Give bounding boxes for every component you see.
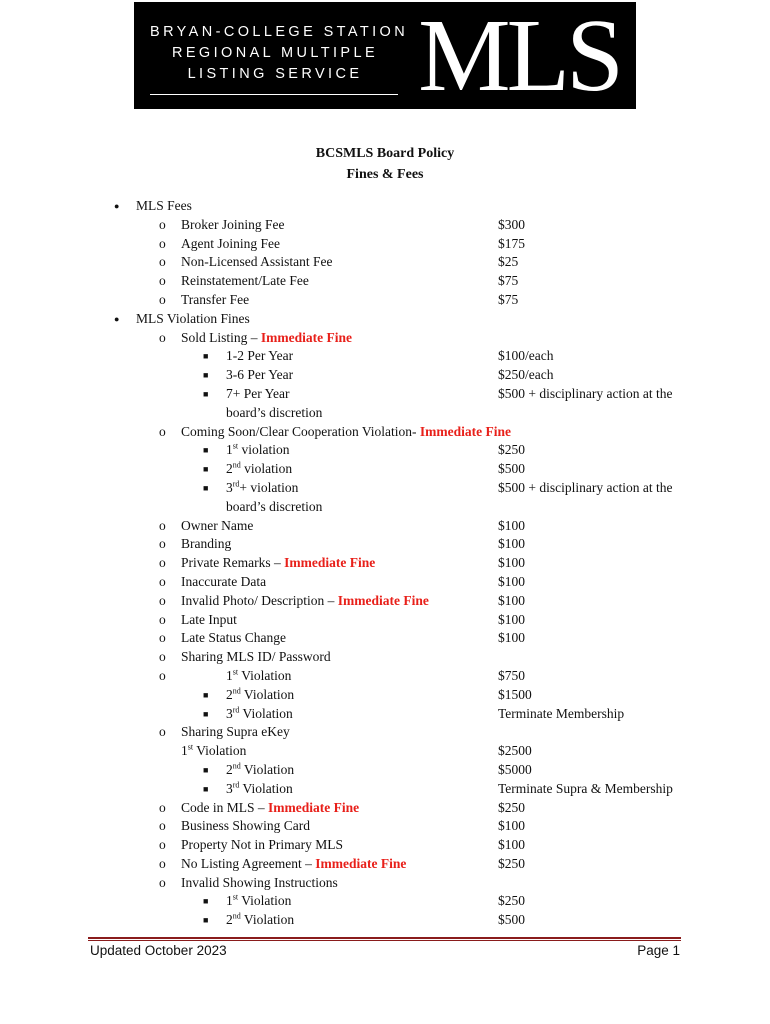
sub-amount: $500 + disciplinary action at the [498,479,673,495]
violation-row [0,554,770,573]
violation-amount: $100 [498,517,525,533]
sub-violation-row [0,347,770,366]
sub-label [226,761,294,780]
bullet-square-icon: ■ [203,370,209,381]
sub-amount: $100/each [498,348,554,364]
bullet-circle-icon: o [159,649,166,665]
violation-label [181,855,406,874]
violation-row [0,535,770,554]
ordinal-number: 2 [226,761,233,777]
violation-label: Owner Name [181,517,254,533]
bullet-circle-icon: o [159,573,166,589]
ordinal-suffix: st [232,667,239,677]
sub-amount: Terminate Supra & Membership [498,780,673,796]
sub-amount: $250 [498,442,525,458]
ordinal-text: violation [240,461,293,477]
fee-label: Reinstatement/Late Fee [181,273,309,289]
ordinal-text: violation [238,442,290,458]
bullet-square-icon: ■ [203,915,209,926]
title-line-2: Fines & Fees [346,167,424,182]
violation-label: Inaccurate Data [181,573,267,589]
sub-violation-row [0,460,770,479]
bullet-square-icon: ■ [203,445,209,456]
ordinal-suffix: nd [232,460,241,470]
logo-line: REGIONAL MULTIPLE [171,45,379,61]
document-title [0,143,770,185]
violation-amount: $100 [498,573,525,589]
bullet-circle-icon: o [159,329,166,345]
bullet-square-icon: ■ [203,482,209,493]
sub-amount: $750 [498,667,525,683]
bullet-square-icon: ■ [203,388,209,399]
sub-violation-row [0,667,770,686]
violation-label: Sharing MLS ID/ Password [181,649,331,665]
fee-row [0,291,770,310]
immediate-fine-tag: Immediate Fine [284,555,376,571]
violation-label [181,799,359,818]
sub-violation-row [0,911,770,930]
fee-amount: $175 [498,235,525,251]
sub-amount: $2500 [498,743,532,759]
logo-line: LISTING SERVICE [187,66,363,82]
footer-divider [88,940,681,941]
violation-text: No Listing Agreement – [181,855,316,871]
ordinal-number: 1 [181,743,188,759]
fee-row [0,235,770,254]
bullet-square-icon: ■ [203,689,209,700]
sub-violation-row [0,892,770,911]
ordinal-number: 1 [226,442,233,458]
logo-wordmark [150,22,409,85]
bullet-circle-icon: o [159,818,166,834]
violation-label: Late Status Change [181,630,286,646]
sub-label [226,667,291,686]
sub-violation-row [0,385,770,404]
violation-label: Branding [181,536,232,552]
section-heading: MLS Fees [136,198,192,213]
violation-row [0,723,770,742]
continuation-text: board’s discretion [226,404,323,420]
violation-label [181,329,352,348]
ordinal-number: 3 [226,705,233,721]
fee-row [0,253,770,272]
immediate-fine-tag: Immediate Fine [268,799,360,815]
ordinal-number: 2 [226,461,233,477]
ordinal-text: Violation [240,686,295,702]
sub-violation-row [0,742,770,761]
sub-violation-row [0,780,770,799]
violation-amount: $100 [498,592,525,608]
bullet-circle-icon: o [159,724,166,740]
bullet-circle-icon: o [159,423,166,439]
sub-amount: $500 [498,912,525,928]
ordinal-suffix: rd [232,780,240,790]
sub-violation-row [0,479,770,498]
ordinal-suffix: nd [232,911,241,921]
ordinal-number: 1 [226,893,233,909]
sub-label [226,780,293,799]
fee-label: Agent Joining Fee [181,235,280,251]
bullet-circle-icon: o [159,291,166,307]
violation-amount: $250 [498,855,525,871]
sub-label [226,460,292,479]
violation-row [0,573,770,592]
bullet-circle-icon: o [159,536,166,552]
sub-label: 3-6 Per Year [226,367,294,383]
sub-label [181,742,246,761]
logo-divider [150,94,398,95]
bullet-square-icon: ■ [203,764,209,775]
violation-label [181,592,429,611]
violation-text: Private Remarks – [181,555,285,571]
bullet-circle-icon: o [159,855,166,871]
sub-label: 7+ Per Year [226,385,290,401]
bullet-circle-icon: o [159,254,166,270]
sub-amount: $1500 [498,686,532,702]
section-heading: MLS Violation Fines [136,310,250,326]
ordinal-suffix: st [187,742,194,752]
violation-text: Sold Listing – [181,329,261,345]
ordinal-number: 3 [226,479,233,495]
ordinal-text: Violation [238,893,292,909]
ordinal-number: 1 [226,667,233,683]
fee-amount: $300 [498,216,525,232]
bullet-square-icon: ■ [203,351,209,362]
sub-violation-row [0,761,770,780]
sub-amount: Terminate Membership [498,705,625,721]
violation-label [181,554,375,573]
violation-label [181,423,511,442]
fee-list [0,197,770,930]
violation-amount: $100 [498,837,525,853]
sub-amount: $250 [498,893,525,909]
sub-label [226,911,294,930]
violation-label: Property Not in Primary MLS [181,837,343,853]
continuation-row [0,404,770,423]
violation-row [0,799,770,818]
violation-row [0,874,770,893]
sub-label [226,892,291,911]
ordinal-suffix: nd [232,686,241,696]
footer-divider [88,937,681,939]
sub-violation-row [0,686,770,705]
bullet-circle-icon: o [159,611,166,627]
sub-label [226,441,289,460]
immediate-fine-tag: Immediate Fine [260,329,352,345]
sub-violation-row [0,705,770,724]
bullet-disc-icon: ● [114,201,120,211]
mls-logo [134,2,636,109]
ordinal-text: Violation [240,761,295,777]
immediate-fine-tag: Immediate Fine [419,423,512,439]
fee-amount: $25 [498,254,519,270]
violation-amount: $100 [498,818,525,834]
bullet-circle-icon: o [159,216,166,232]
violation-amount: $100 [498,611,525,627]
sub-amount: $500 [498,461,525,477]
bullet-circle-icon: o [159,235,166,251]
continuation-row [0,498,770,517]
ordinal-suffix: nd [232,761,241,771]
fee-row [0,216,770,235]
title-line-1: BCSMLS Board Policy [315,146,455,161]
ordinal-suffix: st [232,441,239,451]
bullet-circle-icon: o [159,273,166,289]
ordinal-text: Violation [238,667,292,683]
violation-row [0,517,770,536]
bullet-circle-icon: o [159,837,166,853]
ordinal-text: Violation [193,743,247,759]
violation-label: Invalid Showing Instructions [181,874,338,890]
sub-label [226,686,294,705]
bullet-square-icon: ■ [203,896,209,907]
violation-row [0,629,770,648]
sub-violation-row [0,366,770,385]
violation-row [0,329,770,348]
logo-line: BRYAN-COLLEGE STATION [150,24,409,40]
bullet-square-icon: ■ [203,464,209,475]
sub-amount: $500 + disciplinary action at the [498,385,673,401]
fee-label: Broker Joining Fee [181,216,285,232]
ordinal-suffix: rd [232,479,240,489]
ordinal-suffix: rd [232,705,240,715]
violation-row [0,817,770,836]
continuation-text: board’s discretion [226,498,323,514]
violation-row [0,648,770,667]
bullet-circle-icon: o [159,630,166,646]
violation-row [0,592,770,611]
bullet-square-icon: ■ [203,783,209,794]
ordinal-number: 3 [226,780,233,796]
sub-amount: $250/each [498,367,554,383]
violation-amount: $100 [498,555,525,571]
ordinal-number: 2 [226,912,233,928]
fee-label: Non-Licensed Assistant Fee [181,254,333,270]
bullet-circle-icon: o [159,874,166,890]
fee-amount: $75 [498,291,519,307]
fee-label: Transfer Fee [181,291,250,307]
violation-row [0,611,770,630]
bullet-circle-icon: o [159,799,166,815]
violation-amount: $100 [498,536,525,552]
immediate-fine-tag: Immediate Fine [315,855,407,871]
sub-label [226,705,293,724]
ordinal-text: Violation [240,912,295,928]
bullet-circle-icon: o [159,517,166,533]
footer-updated-date: Updated October 2023 [90,943,227,958]
violation-row [0,836,770,855]
fee-amount: $75 [498,273,519,289]
sub-amount: $5000 [498,761,532,777]
violation-text: Code in MLS – [181,799,269,815]
bullet-circle-icon: o [159,592,166,608]
ordinal-number: 2 [226,686,233,702]
bullet-disc-icon: ● [114,313,120,324]
violation-row [0,423,770,442]
ordinal-text: + violation [239,479,299,495]
violation-label: Sharing Supra eKey [181,724,290,740]
ordinal-text: Violation [239,705,293,721]
section-mls-fees [0,197,770,216]
violation-amount: $250 [498,799,525,815]
violation-amount: $100 [498,630,525,646]
violation-label: Business Showing Card [181,818,311,834]
sub-label [226,479,298,498]
sub-violation-row [0,441,770,460]
footer-page-number: Page 1 [637,943,680,958]
ordinal-text: Violation [239,780,293,796]
bullet-circle-icon: o [159,555,166,571]
fee-row [0,272,770,291]
violation-row [0,855,770,874]
violation-label: Late Input [181,611,237,627]
violation-text: Invalid Photo/ Description – [181,592,338,608]
ordinal-suffix: st [232,892,239,902]
bullet-square-icon: ■ [203,708,209,719]
sub-label: 1-2 Per Year [226,348,294,364]
section-violation-fines [0,310,770,329]
violation-text: Coming Soon/Clear Cooperation Violation- [181,423,420,439]
bullet-circle-icon: o [159,667,166,683]
immediate-fine-tag: Immediate Fine [337,592,429,608]
logo-mls-mark: MLS [418,2,620,109]
